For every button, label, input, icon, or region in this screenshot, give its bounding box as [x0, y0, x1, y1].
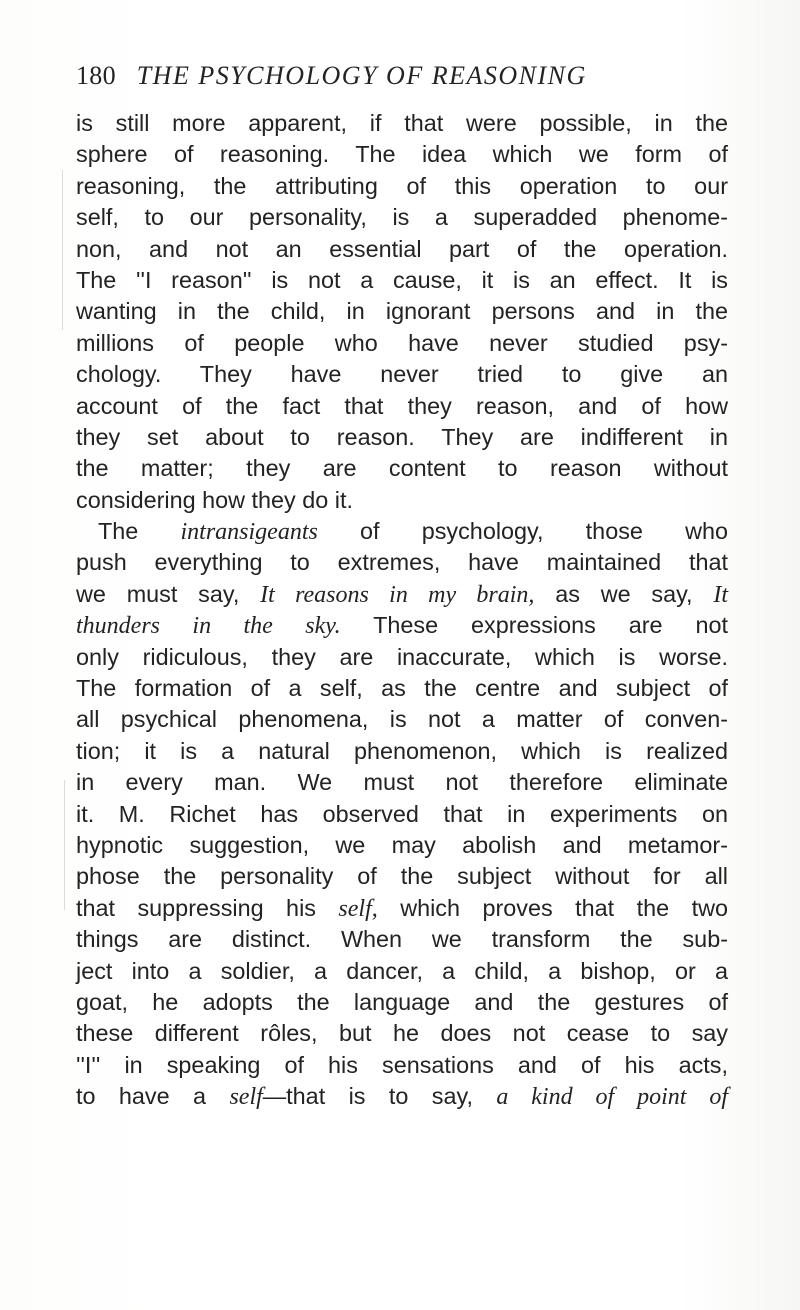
italic-text: self: [229, 1084, 263, 1111]
text-line: [76, 422, 728, 453]
text-line: [76, 767, 728, 798]
text-segment: wanting in the child, in ignorant persons and in the: [76, 298, 728, 325]
italic-text: intransigeants: [180, 519, 318, 546]
text-segment: we must say,: [76, 580, 261, 607]
text-line: [76, 1018, 728, 1049]
italic-text: self,: [338, 895, 378, 922]
text-line: [76, 234, 728, 265]
text-segment: chology. They have never tried to give an: [76, 361, 728, 388]
text-line: [76, 736, 728, 767]
italic-text: a kind of point of: [496, 1084, 728, 1111]
text-line: [76, 1050, 728, 1081]
text-line: [76, 139, 728, 170]
text-segment: millions of people who have never studied psy-: [76, 329, 728, 356]
text-line: [76, 704, 728, 735]
text-line: [76, 202, 728, 233]
text-line: [76, 830, 728, 861]
text-line: [76, 296, 728, 327]
text-line: [76, 516, 728, 547]
text-segment: The: [98, 518, 181, 545]
body-text: [76, 108, 728, 1113]
text-segment: self, to our personality, is a superadded phenome-: [76, 204, 728, 231]
text-line: [76, 453, 728, 484]
page-header: [76, 58, 736, 94]
page-crease: [62, 170, 63, 330]
text-line: [76, 579, 728, 610]
text-segment: it. M. Richet has observed that in experiments on: [76, 800, 728, 827]
text-segment: in every man. We must not therefore eliminate: [76, 769, 728, 796]
text-line: [76, 108, 728, 139]
text-line: [76, 673, 728, 704]
text-line: [76, 610, 728, 641]
text-segment: goat, he adopts the language and the gestures of: [76, 988, 728, 1015]
text-segment: ject into a soldier, a dancer, a child, a bishop, or a: [76, 957, 728, 984]
running-head: THE PSYCHOLOGY OF REASONING: [136, 61, 587, 90]
text-segment: ''I'' in speaking of his sensations and of his acts,: [76, 1051, 728, 1078]
text-segment: The formation of a self, as the centre and subject of: [76, 675, 728, 702]
text-segment: all psychical phenomena, is not a matter of conven-: [76, 706, 728, 733]
page-number: 180: [76, 61, 116, 90]
text-segment: as we say,: [534, 580, 714, 607]
text-line: [76, 861, 728, 892]
text-line: [76, 485, 728, 516]
text-line: [76, 391, 728, 422]
text-line: [76, 1081, 728, 1112]
italic-text: thunders in the sky.: [76, 613, 341, 640]
page-crease: [64, 780, 65, 910]
text-line: [76, 642, 728, 673]
text-segment: phose the personality of the subject without for all: [76, 863, 728, 890]
text-segment: considering how they do it.: [76, 486, 353, 513]
text-segment: sphere of reasoning. The idea which we form of: [76, 141, 728, 168]
text-segment: the matter; they are content to reason without: [76, 455, 728, 482]
text-segment: The ''I reason'' is not a cause, it is an effect. It is: [76, 266, 728, 293]
text-line: [76, 956, 728, 987]
text-line: [76, 328, 728, 359]
text-line: [76, 924, 728, 955]
text-line: [76, 359, 728, 390]
text-line: [76, 987, 728, 1018]
text-segment: to have a: [76, 1083, 230, 1110]
text-segment: push everything to extremes, have maintained that: [76, 549, 728, 576]
text-line: [76, 265, 728, 296]
text-segment: that suppressing his: [76, 894, 339, 921]
text-line: [76, 893, 728, 924]
text-segment: tion; it is a natural phenomenon, which is realized: [76, 737, 728, 764]
text-segment: these different rôles, but he does not cease to say: [76, 1020, 728, 1047]
text-line: [76, 799, 728, 830]
text-segment: things are distinct. When we transform the sub-: [76, 926, 728, 953]
text-segment: which proves that the two: [377, 894, 728, 921]
text-segment: These expressions are not: [340, 612, 729, 639]
italic-text: It: [713, 581, 729, 608]
text-segment: is still more apparent, if that were possible, in the: [76, 110, 728, 136]
text-segment: they set about to reason. They are indifferent in: [76, 423, 728, 450]
text-line: [76, 547, 728, 578]
italic-text: It reasons in my brain,: [260, 581, 535, 608]
text-segment: non, and not an essential part of the operation.: [76, 235, 728, 262]
text-line: [76, 171, 728, 202]
text-segment: hypnotic suggestion, we may abolish and metamor-: [76, 831, 728, 858]
text-segment: of psychology, those who: [317, 518, 728, 545]
text-segment: reasoning, the attributing of this operation to our: [76, 172, 728, 199]
text-segment: —that is to say,: [262, 1083, 497, 1110]
text-segment: account of the fact that they reason, and of how: [76, 392, 728, 419]
text-segment: only ridiculous, they are inaccurate, which is worse.: [76, 643, 728, 670]
